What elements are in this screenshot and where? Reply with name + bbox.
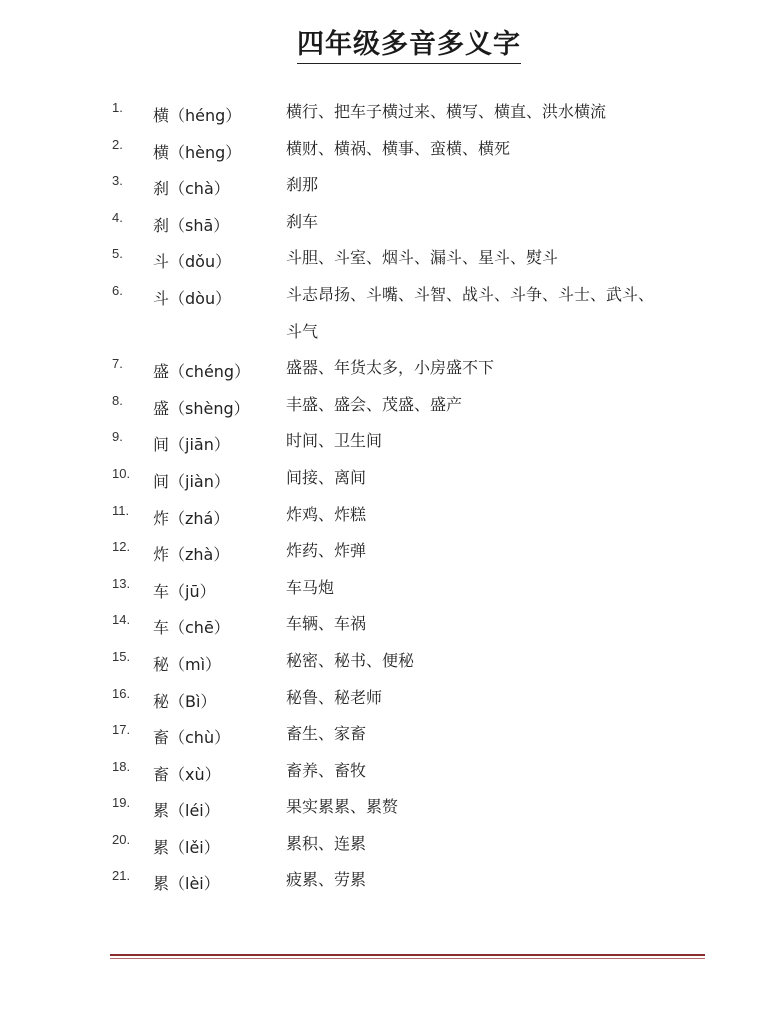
item-words: 疲累、劳累 [286, 870, 367, 890]
item-number: 18. [112, 758, 131, 774]
page-title [0, 28, 768, 64]
list-item [0, 134, 768, 171]
list-item [0, 756, 768, 793]
item-character-pinyin: 炸（zhà） [153, 545, 230, 565]
item-number: 6. [112, 282, 123, 298]
item-number: 19. [112, 795, 131, 811]
item-character-pinyin: 横（héng） [153, 106, 242, 125]
list-item [0, 829, 768, 866]
item-character-pinyin: 刹（shā） [153, 215, 230, 235]
item-number: 1. [112, 100, 123, 115]
list-item [0, 426, 768, 463]
item-words: 时间、卫生间 [286, 431, 383, 451]
list-item [0, 463, 768, 500]
item-number: 15. [112, 648, 131, 664]
list-item [0, 683, 768, 720]
list-item [0, 792, 768, 829]
item-words: 斗胆、斗室、烟斗、漏斗、星斗、熨斗 [286, 248, 559, 268]
item-character-pinyin: 秘（Bì） [153, 691, 217, 711]
item-words: 秘鲁、秘老师 [286, 687, 383, 707]
item-character-pinyin: 斗（dǒu） [153, 252, 232, 272]
item-words: 丰盛、盛会、茂盛、盛产 [286, 394, 463, 414]
item-words: 斗志昂扬、斗嘴、斗智、战斗、斗争、斗士、武斗、斗气 [286, 284, 655, 341]
item-number: 12. [112, 539, 131, 555]
item-number: 21. [112, 868, 131, 884]
item-character-pinyin: 炸（zhá） [153, 508, 230, 528]
item-number: 7. [112, 356, 123, 372]
item-number: 10. [112, 465, 131, 481]
item-words: 累积、连累 [286, 833, 367, 853]
item-number: 20. [112, 831, 131, 847]
item-words: 炸药、炸弹 [286, 541, 367, 561]
item-number: 8. [112, 392, 123, 408]
item-character-pinyin: 畜（chù） [153, 728, 231, 748]
item-words: 秘密、秘书、便秘 [286, 650, 415, 670]
list-item [0, 865, 768, 902]
item-words: 横行、把车子横过来、横写、横直、洪水横流 [286, 102, 607, 121]
item-character-pinyin: 累（lèi） [153, 874, 220, 894]
list-item [0, 243, 768, 280]
item-number: 16. [112, 685, 131, 701]
item-words: 果实累累、累赘 [286, 797, 399, 817]
list-item [0, 719, 768, 756]
item-number: 9. [112, 429, 123, 445]
item-character-pinyin: 车（chē） [153, 618, 230, 638]
item-character-pinyin: 间（jiān） [153, 435, 230, 455]
item-character-pinyin: 累（léi） [153, 801, 220, 821]
item-words: 盛器、年货太多，小房盛不下 [286, 358, 495, 378]
item-words: 车辆、车祸 [286, 614, 367, 634]
list-item [0, 500, 768, 537]
item-character-pinyin: 刹（chà） [153, 179, 230, 199]
item-number: 4. [112, 209, 123, 225]
item-character-pinyin: 车（jū） [153, 581, 216, 601]
item-number: 11. [112, 502, 130, 518]
list-item [0, 97, 768, 134]
item-number: 14. [112, 612, 131, 628]
item-words: 畜养、畜牧 [286, 760, 367, 780]
item-character-pinyin: 横（hèng） [153, 142, 242, 162]
page-title-text: 四年级多音多义字 [297, 28, 521, 64]
item-words: 刹那 [286, 175, 319, 195]
item-words: 炸鸡、炸糕 [286, 504, 367, 524]
item-words: 畜生、家畜 [286, 724, 367, 744]
item-character-pinyin: 间（jiàn） [153, 471, 230, 491]
item-character-pinyin: 盛（chéng） [153, 362, 251, 382]
item-character-pinyin: 盛（shèng） [153, 398, 250, 418]
list-item [0, 207, 768, 244]
footer-divider-thin [110, 958, 705, 959]
item-words: 间接、离间 [286, 467, 367, 487]
list-item [0, 390, 768, 427]
item-number: 5. [112, 246, 123, 262]
polyphone-list [0, 97, 768, 902]
list-item [0, 280, 768, 353]
item-words: 刹车 [286, 211, 319, 231]
item-character-pinyin: 畜（xù） [153, 764, 221, 784]
item-number: 3. [112, 173, 123, 189]
item-character-pinyin: 累（lěi） [153, 837, 220, 857]
list-item [0, 536, 768, 573]
list-item [0, 353, 768, 390]
list-item [0, 609, 768, 646]
list-item [0, 646, 768, 683]
item-words: 横财、横祸、横事、蛮横、横死 [286, 138, 511, 158]
item-character-pinyin: 秘（mì） [153, 654, 222, 674]
item-number: 2. [112, 136, 123, 152]
list-item [0, 170, 768, 207]
item-number: 13. [112, 575, 131, 591]
item-words: 车马炮 [286, 577, 335, 597]
item-number: 17. [112, 722, 131, 738]
item-character-pinyin: 斗（dòu） [153, 288, 232, 308]
list-item [0, 573, 768, 610]
footer-divider [110, 954, 705, 956]
